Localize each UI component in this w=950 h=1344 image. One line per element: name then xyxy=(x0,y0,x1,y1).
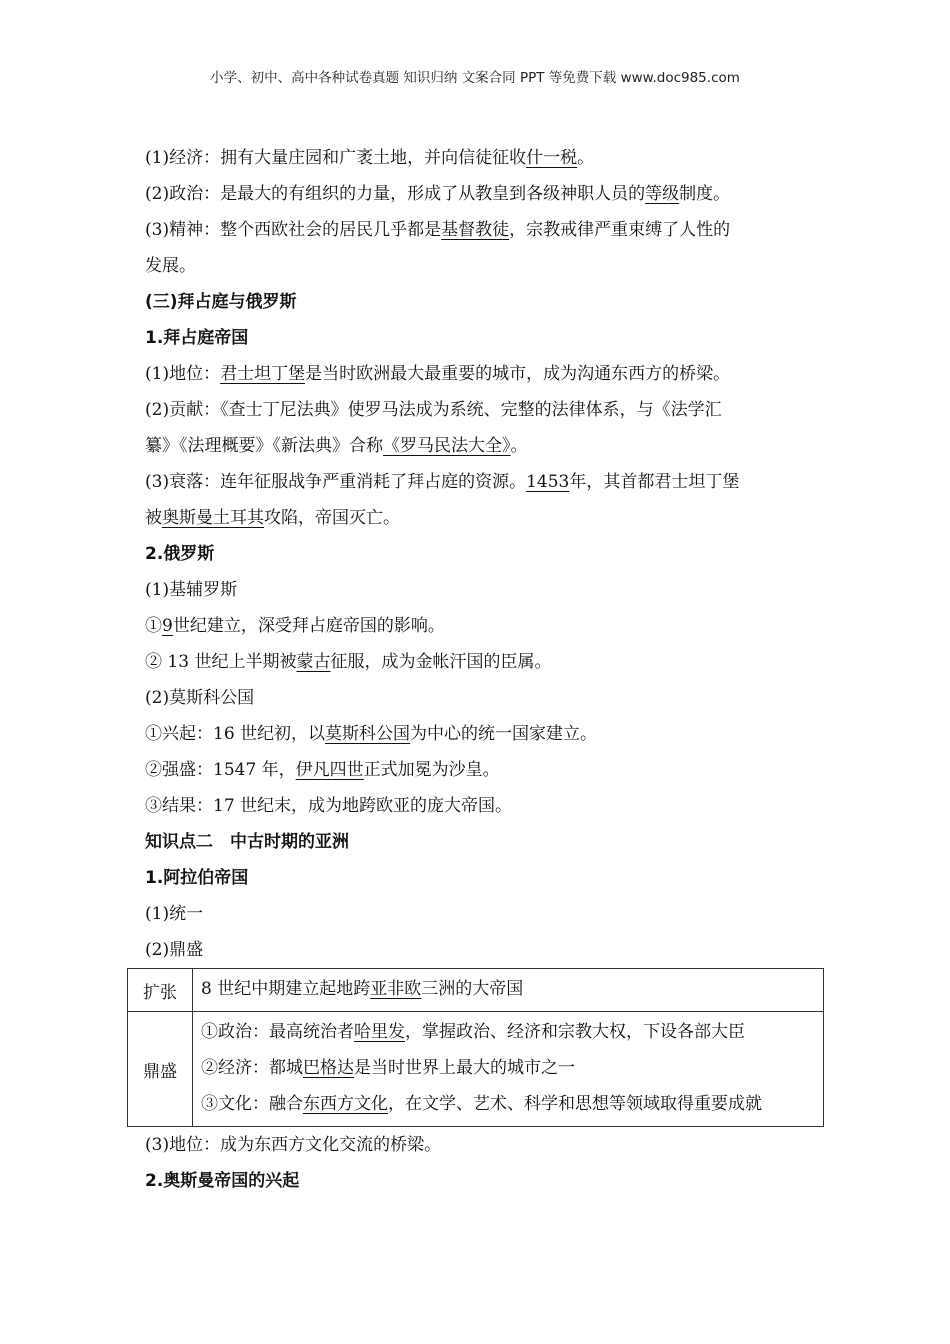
table-row xyxy=(128,1012,824,1127)
text-line: (3)衰落：连年征服战争严重消耗了拜占庭的资源。1453年，其首都君士坦丁堡 xyxy=(145,472,740,492)
section-heading: 1.阿拉伯帝国 xyxy=(145,868,249,888)
text-line: (1)统一 xyxy=(145,904,204,924)
text-line: (2)贡献：《查士丁尼法典》使罗马法成为系统、完整的法律体系，与《法学汇 xyxy=(145,400,722,420)
text-line: 被奥斯曼土耳其攻陷，帝国灭亡。 xyxy=(145,508,400,528)
page-header: 小学、初中、高中各种试卷真题 知识归纳 文案合同 PPT 等免费下载 www.doc985.com xyxy=(210,70,740,86)
document-body xyxy=(145,140,825,1199)
section-heading: 知识点二 中古时期的亚洲 xyxy=(145,832,349,852)
cell-item: ①政治：最高统治者哈里发，掌握政治、经济和宗教大权，下设各部大臣 xyxy=(201,1022,745,1042)
text-line: ③结果：17 世纪末，成为地跨欧亚的庞大帝国。 xyxy=(145,796,513,816)
text-line: 纂》《法理概要》《新法典》合称《罗马民法大全》。 xyxy=(145,436,528,456)
section-heading: 2.俄罗斯 xyxy=(145,544,215,564)
text-line: (2)莫斯科公国 xyxy=(145,688,255,708)
text-line: (3)精神：整个西欧社会的居民几乎都是基督教徒，宗教戒律严重束缚了人性的 xyxy=(145,220,731,240)
section-heading: (三)拜占庭与俄罗斯 xyxy=(145,292,297,312)
text-line: (2)鼎盛 xyxy=(145,940,204,960)
row-header: 扩张 xyxy=(128,969,193,1012)
text-line: ①9世纪建立，深受拜占庭帝国的影响。 xyxy=(145,616,445,636)
section-heading: 2.奥斯曼帝国的兴起 xyxy=(145,1171,300,1191)
cell-item: ②经济：都城巴格达是当时世界上最大的城市之一 xyxy=(201,1058,575,1078)
text-line: (2)政治：是最大的有组织的力量，形成了从教皇到各级神职人员的等级制度。 xyxy=(145,184,731,204)
text-line: (3)地位：成为东西方文化交流的桥梁。 xyxy=(145,1135,442,1155)
text-line: (1)经济：拥有大量庄园和广袤土地，并向信徒征收什一税。 xyxy=(145,148,595,168)
text-line: ①兴起：16 世纪初，以莫斯科公国为中心的统一国家建立。 xyxy=(145,724,598,744)
table-cell: 8 世纪中期建立起地跨亚非欧三洲的大帝国 xyxy=(193,969,824,1012)
table-row xyxy=(128,969,824,1012)
row-header: 鼎盛 xyxy=(128,1012,193,1127)
text-line: ② 13 世纪上半期被蒙古征服，成为金帐汗国的臣属。 xyxy=(145,652,552,672)
section-heading: 1.拜占庭帝国 xyxy=(145,328,249,348)
table-cell xyxy=(193,1012,824,1127)
cell-item: ③文化：融合东西方文化，在文学、艺术、科学和思想等领域取得重要成就 xyxy=(201,1094,762,1114)
text-line: ②强盛：1547 年，伊凡四世正式加冕为沙皇。 xyxy=(145,760,500,780)
text-line: (1)地位：君士坦丁堡是当时欧洲最大最重要的城市，成为沟通东西方的桥梁。 xyxy=(145,364,731,384)
arab-empire-table xyxy=(127,968,824,1127)
text-line: (1)基辅罗斯 xyxy=(145,580,238,600)
text-line: 发展。 xyxy=(145,256,196,276)
